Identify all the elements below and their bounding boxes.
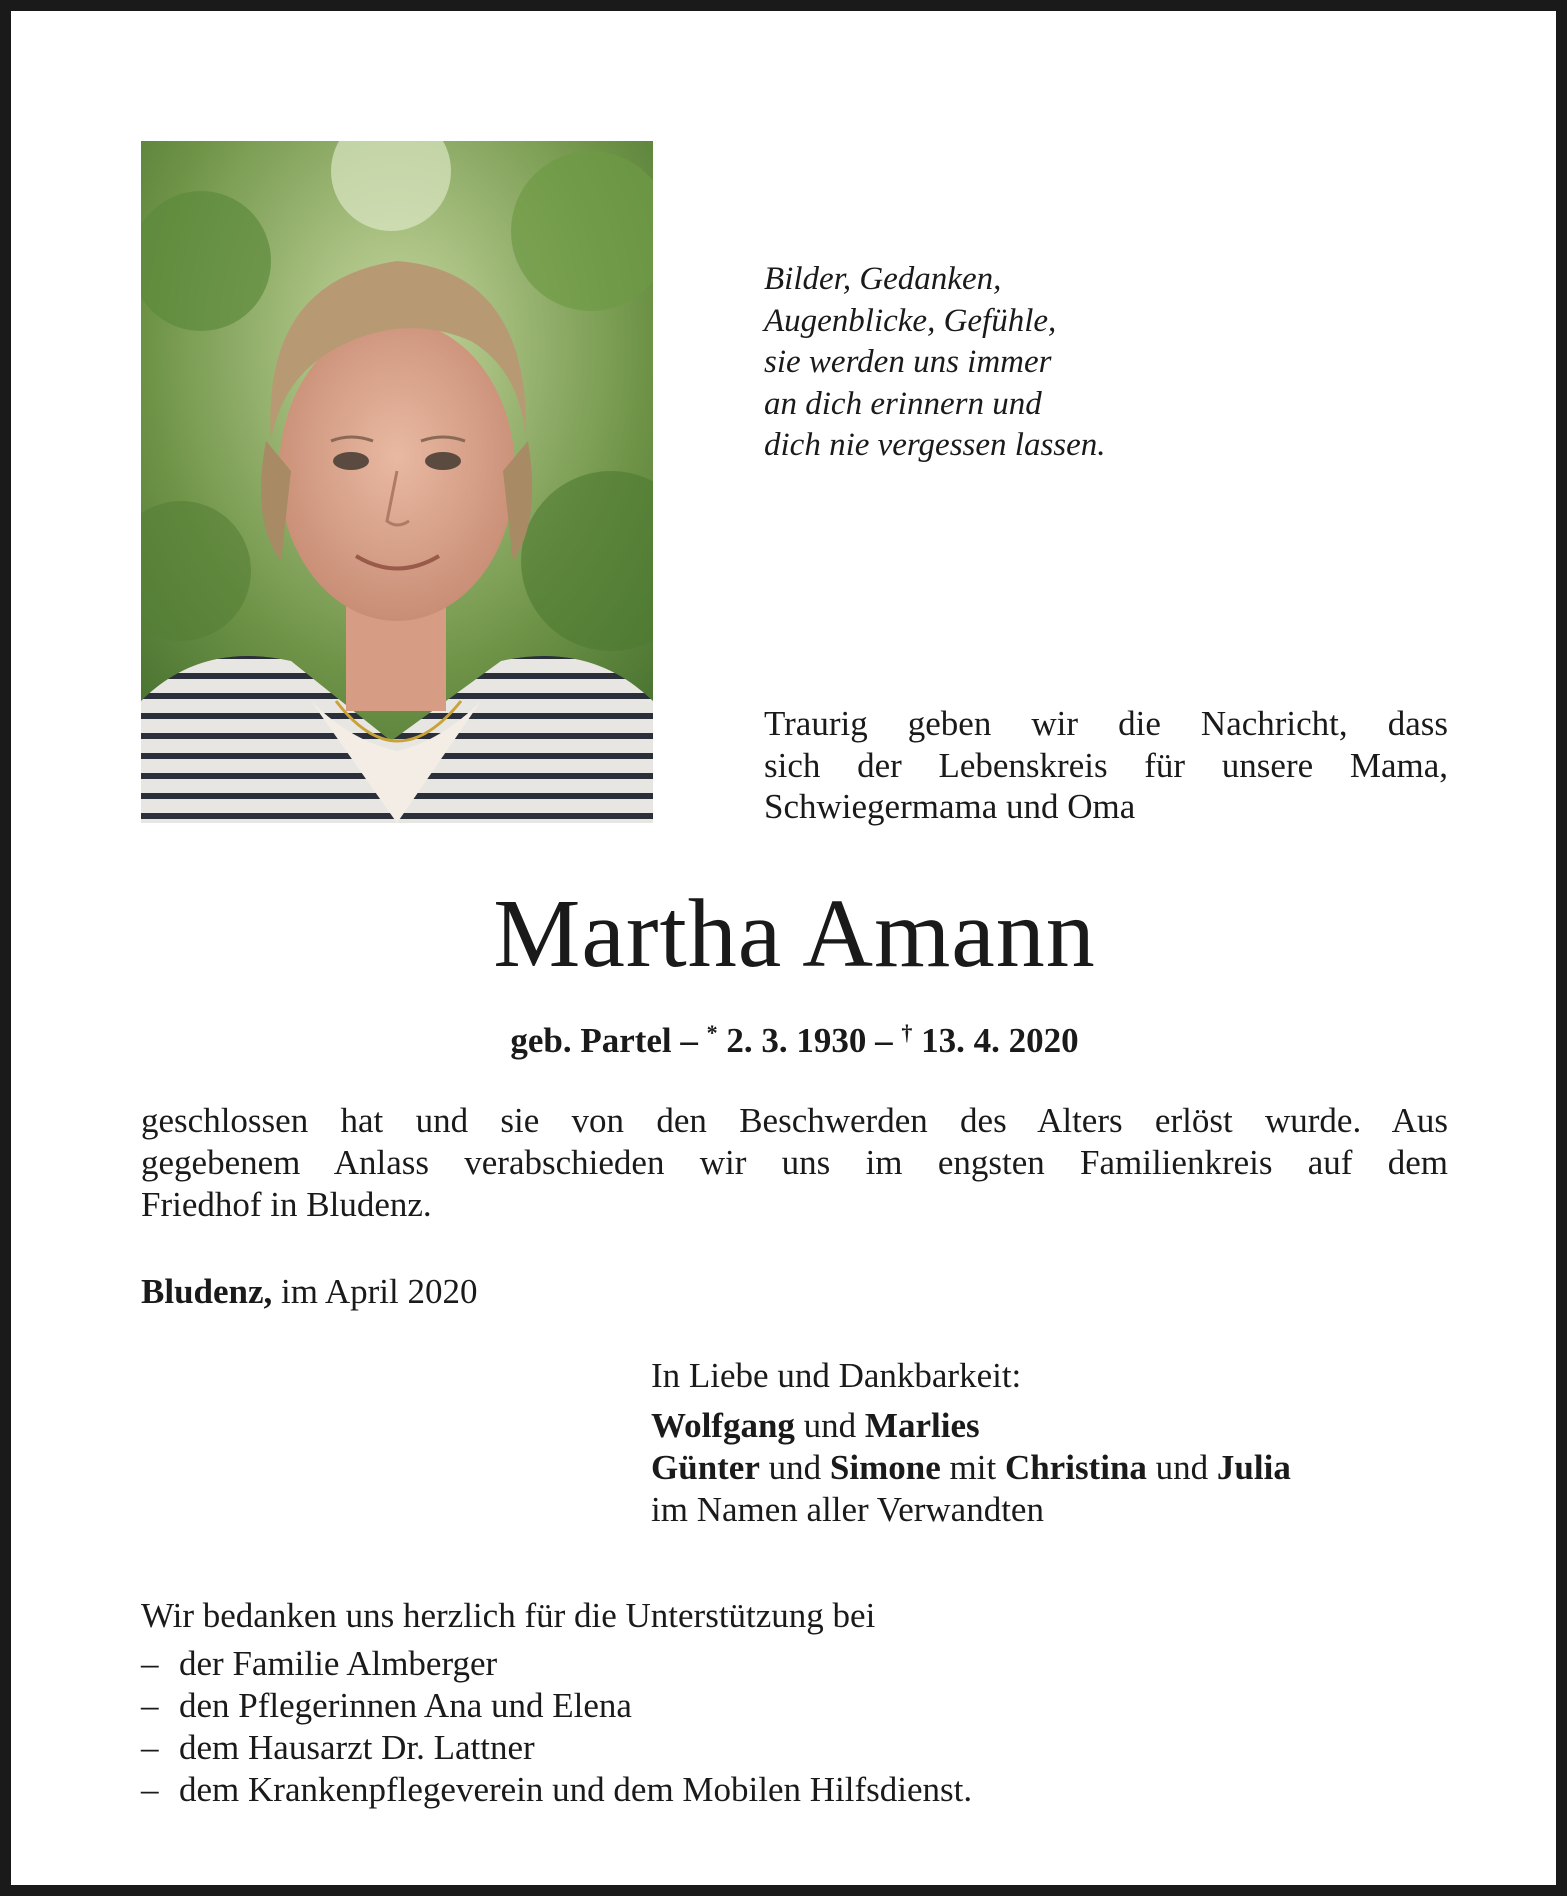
death-symbol: † (901, 1020, 913, 1045)
list-item-text: dem Hausarzt Dr. Lattner (179, 1728, 535, 1767)
poem-line: Augenblicke, Gefühle, (764, 302, 1057, 339)
poem-line: sie werden uns immer (764, 344, 1052, 380)
family-name: Günter (651, 1448, 760, 1487)
date-separator: – (671, 1021, 707, 1060)
family-signoff (651, 1355, 1451, 1531)
dash-bullet: – (141, 1686, 159, 1725)
thanks-list (141, 1643, 1441, 1811)
date-separator: – (866, 1021, 902, 1060)
body-line: gegebenem Anlass verabschieden wir uns im engsten Familienkreis auf dem (141, 1143, 1448, 1182)
announcement-intro (764, 703, 1448, 828)
maiden-name: geb. Partel (510, 1021, 672, 1060)
list-item (141, 1769, 1441, 1811)
list-item-text: der Familie Almberger (179, 1644, 498, 1683)
intro-line: Traurig geben wir die Nachricht, dass (764, 704, 1448, 743)
thanks-section (141, 1595, 1441, 1811)
birth-symbol: * (706, 1020, 718, 1045)
intro-line: sich der Lebenskreis für unsere Mama, (764, 745, 1448, 785)
place-city: Bludenz, (141, 1272, 273, 1311)
thanks-heading: Wir bedanken uns herzlich für die Unterstützung bei (141, 1596, 876, 1635)
signoff-heading: In Liebe und Dankbarkeit: (651, 1356, 1022, 1395)
dash-bullet: – (141, 1770, 159, 1809)
conjunction: mit (940, 1448, 1005, 1487)
family-name: Christina (1004, 1448, 1147, 1487)
poem-line: Bilder, Gedanken, (764, 261, 1002, 297)
body-line: Friedhof in Bludenz. (141, 1185, 432, 1224)
conjunction: und (794, 1406, 865, 1445)
list-item-text: den Pflegerinnen Ana und Elena (179, 1686, 632, 1725)
signoff-family-line (651, 1447, 1451, 1489)
family-name: Marlies (864, 1406, 980, 1445)
intro-line: Schwiegermama und Oma (764, 787, 1136, 826)
place-date (141, 1271, 477, 1313)
memorial-poem (764, 259, 1184, 467)
family-name: Simone (829, 1448, 941, 1487)
body-line: geschlossen hat und sie von den Beschwerden des Alters erlöst wurde. Aus (141, 1101, 1448, 1140)
list-item (141, 1643, 1441, 1685)
dash-bullet: – (141, 1728, 159, 1767)
family-name: Julia (1216, 1448, 1291, 1487)
list-item-text: dem Krankenpflegeverein und dem Mobilen Hilfsdienst. (179, 1770, 973, 1809)
list-item (141, 1685, 1441, 1727)
list-item (141, 1727, 1441, 1769)
family-name: Wolfgang (651, 1406, 795, 1445)
conjunction: und (759, 1448, 830, 1487)
announcement-body (141, 1100, 1448, 1226)
poem-line: dich nie vergessen lassen. (764, 427, 1106, 463)
dash-bullet: – (141, 1644, 159, 1683)
death-date: 13. 4. 2020 (912, 1021, 1079, 1060)
poem-line: an dich erinnern und (764, 385, 1042, 422)
signoff-family-line (651, 1405, 1451, 1447)
conjunction: und (1146, 1448, 1217, 1487)
portrait-photo (141, 141, 653, 823)
life-dates (11, 1011, 1567, 1063)
deceased-name: Martha Amann (493, 880, 1096, 988)
place-month: im April 2020 (272, 1272, 478, 1311)
birth-date: 2. 3. 1930 (717, 1021, 867, 1060)
signoff-relatives: im Namen aller Verwandten (651, 1490, 1044, 1529)
